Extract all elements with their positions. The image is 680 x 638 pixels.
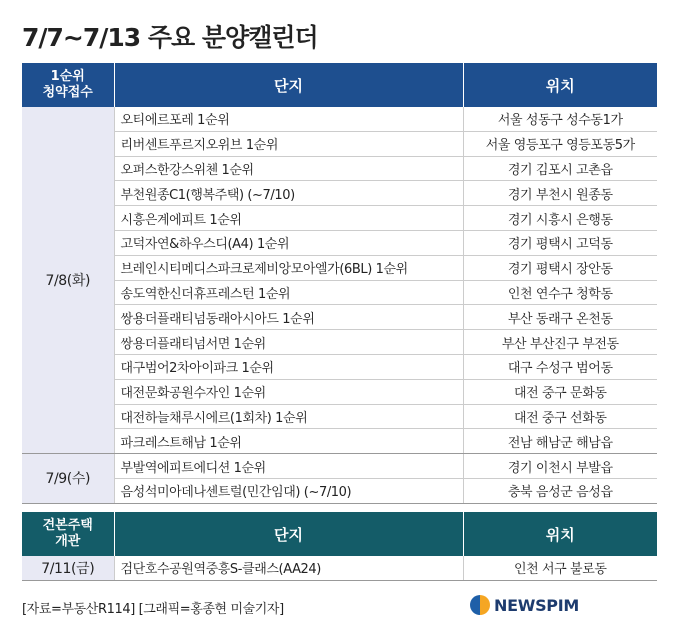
header-model-house-opening: [22, 512, 114, 556]
newspim-logo: [470, 595, 579, 615]
table-row: [22, 478, 657, 503]
complex-location: 전남 해남군 해남읍: [463, 429, 657, 454]
source-credit: [자료=부동산R114] [그래픽=홍종현 미술기자]: [22, 602, 284, 617]
complex-location: 서울 영등포구 영등포동5가: [463, 131, 657, 156]
complex-location: 대전 중구 문화동: [463, 379, 657, 404]
complex-location: 경기 평택시 장안동: [463, 255, 657, 280]
header-line-2: 청약접수: [42, 85, 93, 100]
complex-name: 대전하늘채루시에르(1회차) 1순위: [114, 404, 463, 429]
complex-name: 고덕자연&하우스디(A4) 1순위: [114, 230, 463, 255]
complex-name: 파크레스트해남 1순위: [114, 429, 463, 454]
table-row: [22, 305, 657, 330]
header-subscription-date: [22, 63, 114, 107]
table-row: [22, 230, 657, 255]
complex-location: 경기 이천시 부발읍: [463, 454, 657, 479]
table-row: [22, 255, 657, 280]
complex-location: 충북 음성군 음성읍: [463, 478, 657, 503]
subscription-table-body: [22, 107, 657, 503]
complex-location: 경기 김포시 고촌읍: [463, 156, 657, 181]
complex-name: 브레인시티메디스파크로제비앙모아엘가(6BL) 1순위: [114, 255, 463, 280]
complex-name: 부발역에피트에디션 1순위: [114, 454, 463, 479]
complex-location: 경기 부천시 원종동: [463, 181, 657, 206]
complex-name: 음성석미아데나센트럴(민간임대) (~7/10): [114, 478, 463, 503]
subscription-date: 7/9(수): [22, 454, 114, 504]
model-house-table-body: [22, 556, 657, 580]
table-row: [22, 131, 657, 156]
table-row: [22, 181, 657, 206]
table-row: [22, 330, 657, 355]
table-row: [22, 556, 657, 580]
table-row: [22, 156, 657, 181]
logo-text: NEWSPIM: [494, 595, 579, 615]
complex-name: 검단호수공원역중흥S-클래스(AA24): [114, 556, 463, 580]
table-header-row: [22, 63, 657, 107]
table-row: [22, 404, 657, 429]
complex-location: 부산 부산진구 부전동: [463, 330, 657, 355]
complex-location: 인천 서구 불로동: [463, 556, 657, 580]
complex-name: 시흥은계에피트 1순위: [114, 206, 463, 231]
complex-location: 서울 성동구 성수동1가: [463, 107, 657, 131]
complex-location: 경기 시흥시 은행동: [463, 206, 657, 231]
complex-name: 쌍용더플래티넘동래아시아드 1순위: [114, 305, 463, 330]
complex-location: 인천 연수구 청학동: [463, 280, 657, 305]
complex-name: 대전문화공원수자인 1순위: [114, 379, 463, 404]
subscription-date: 7/8(화): [22, 107, 114, 454]
model-house-table: [22, 512, 657, 581]
header-line-1: 1순위: [50, 69, 85, 84]
opening-date: 7/11(금): [22, 556, 114, 580]
complex-name: 대구범어2차아이파크 1순위: [114, 354, 463, 379]
complex-location: 대구 수성구 범어동: [463, 354, 657, 379]
page-title: 7/7~7/13 주요 분양캘린더: [22, 23, 318, 52]
subscription-table: [22, 63, 657, 504]
header-line-1: 견본주택: [42, 518, 93, 533]
complex-location: 대전 중구 선화동: [463, 404, 657, 429]
complex-name: 오퍼스한강스위첸 1순위: [114, 156, 463, 181]
complex-location: 부산 동래구 온천동: [463, 305, 657, 330]
table-row: [22, 280, 657, 305]
table-row: [22, 107, 657, 131]
table-row: [22, 379, 657, 404]
complex-location: 경기 평택시 고덕동: [463, 230, 657, 255]
header-complex: 단지: [114, 63, 463, 107]
header-line-2: 개관: [55, 534, 81, 549]
header-location: 위치: [463, 512, 657, 556]
complex-name: 오티에르포레 1순위: [114, 107, 463, 131]
newspim-logo-icon: [470, 595, 490, 615]
table-header-row: [22, 512, 657, 556]
complex-name: 송도역한신더휴프레스턴 1순위: [114, 280, 463, 305]
complex-name: 쌍용더플래티넘서면 1순위: [114, 330, 463, 355]
header-complex: 단지: [114, 512, 463, 556]
complex-name: 리버센트푸르지오위브 1순위: [114, 131, 463, 156]
table-row: [22, 454, 657, 479]
header-location: 위치: [463, 63, 657, 107]
complex-name: 부천원종C1(행복주택) (~7/10): [114, 181, 463, 206]
table-row: [22, 206, 657, 231]
table-row: [22, 354, 657, 379]
table-row: [22, 429, 657, 454]
